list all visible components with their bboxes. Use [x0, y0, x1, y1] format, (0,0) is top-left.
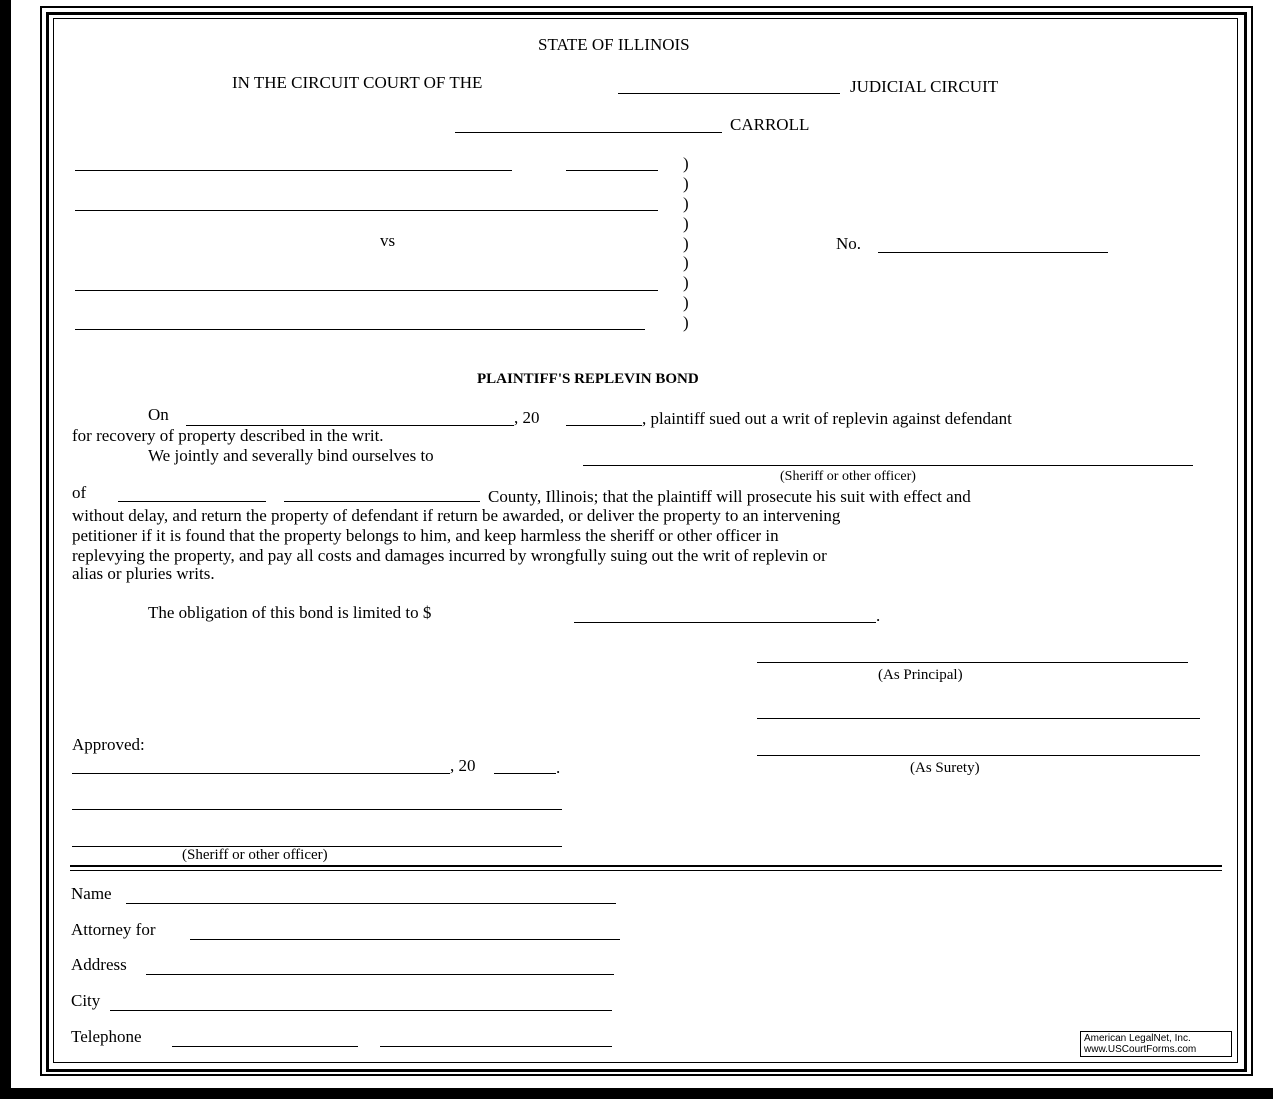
of-label: of [72, 483, 87, 502]
surety-signature-line-1[interactable] [757, 718, 1200, 719]
body-line-8: alias or pluries writs. [72, 564, 215, 583]
scan-edge-left [0, 0, 11, 1099]
surety-caption: (As Surety) [910, 760, 980, 776]
approved-date-blank[interactable] [72, 773, 450, 774]
attorney-field[interactable] [190, 939, 620, 940]
case-number-blank[interactable] [878, 252, 1108, 253]
of-blank-1[interactable] [118, 501, 266, 502]
on-label: On [148, 405, 169, 424]
name-field[interactable] [126, 903, 616, 904]
court-prefix: IN THE CIRCUIT COURT OF THE [232, 73, 483, 92]
circuit-blank[interactable] [618, 93, 840, 94]
plaintiff-blank-1[interactable] [75, 170, 512, 171]
logo-line-1: American LegalNet, Inc. [1084, 1033, 1191, 1044]
body-line-5: without delay, and return the property of defendant if return be awarded, or deliver the property to an intervening [72, 506, 841, 525]
caption-paren: ) [683, 234, 689, 253]
city-label: City [71, 991, 101, 1010]
city-field[interactable] [110, 1010, 612, 1011]
attorney-label: Attorney for [71, 920, 156, 939]
approver-caption: (Sheriff or other officer) [182, 847, 328, 863]
body-line-4: County, Illinois; that the plaintiff will prosecute his suit with effect and [488, 487, 971, 506]
obligation-period: . [876, 606, 881, 625]
approved-year-blank[interactable] [494, 773, 556, 774]
defendant-blank-2[interactable] [75, 329, 645, 330]
defendant-blank-1[interactable] [75, 290, 658, 291]
divider-bottom [70, 870, 1222, 871]
vs-label: vs [380, 231, 396, 250]
approved-period: . [556, 758, 561, 777]
approver-line-1[interactable] [72, 809, 562, 810]
address-label: Address [71, 955, 127, 974]
principal-signature-line[interactable] [757, 662, 1188, 663]
obligation-text: The obligation of this bond is limited to $ [148, 603, 432, 622]
publisher-logo [1080, 1031, 1232, 1057]
telephone-label: Telephone [71, 1027, 142, 1046]
telephone-field-1[interactable] [172, 1046, 358, 1047]
year-prefix: , 20 [514, 408, 540, 427]
case-number-label: No. [836, 234, 862, 253]
name-label: Name [71, 884, 112, 903]
caption-paren: ) [683, 174, 689, 193]
county-name: CARROLL [730, 115, 810, 134]
county-blank[interactable] [284, 501, 480, 502]
surety-signature-line-2[interactable] [757, 755, 1200, 756]
court-suffix: JUDICIAL CIRCUIT [850, 77, 999, 96]
plaintiff-blank-3[interactable] [75, 210, 658, 211]
sheriff-blank[interactable] [583, 465, 1193, 466]
body-line-6: petitioner if it is found that the property belongs to him, and keep harmless the sheriff or other officer in [72, 526, 779, 545]
obligation-amount-blank[interactable] [574, 622, 876, 623]
caption-paren: ) [683, 214, 689, 233]
scan-edge-bottom [0, 1088, 1273, 1099]
document-title: PLAINTIFF'S REPLEVIN BOND [477, 371, 699, 387]
caption-paren: ) [683, 313, 689, 332]
sheriff-caption: (Sheriff or other officer) [780, 469, 916, 484]
body-line-1: , plaintiff sued out a writ of replevin against defendant [642, 409, 1012, 428]
caption-paren: ) [683, 194, 689, 213]
body-line-7: replevying the property, and pay all costs and damages incurred by wrongfully suing out the writ of replevin or [72, 546, 827, 565]
logo-line-2: www.USCourtForms.com [1084, 1044, 1197, 1055]
address-field[interactable] [146, 974, 614, 975]
county-prefix-blank[interactable] [455, 132, 722, 133]
plaintiff-blank-2[interactable] [566, 170, 658, 171]
caption-paren: ) [683, 293, 689, 312]
caption-paren: ) [683, 154, 689, 173]
caption-paren: ) [683, 253, 689, 272]
body-line-2: for recovery of property described in the writ. [72, 426, 384, 445]
caption-paren: ) [683, 273, 689, 292]
year-blank[interactable] [566, 425, 642, 426]
principal-caption: (As Principal) [878, 667, 963, 683]
body-line-3: We jointly and severally bind ourselves to [148, 446, 434, 465]
telephone-field-2[interactable] [380, 1046, 612, 1047]
state-heading: STATE OF ILLINOIS [538, 35, 690, 54]
approved-year-prefix: , 20 [450, 756, 476, 775]
divider-top [70, 865, 1222, 867]
approved-label: Approved: [72, 735, 145, 754]
